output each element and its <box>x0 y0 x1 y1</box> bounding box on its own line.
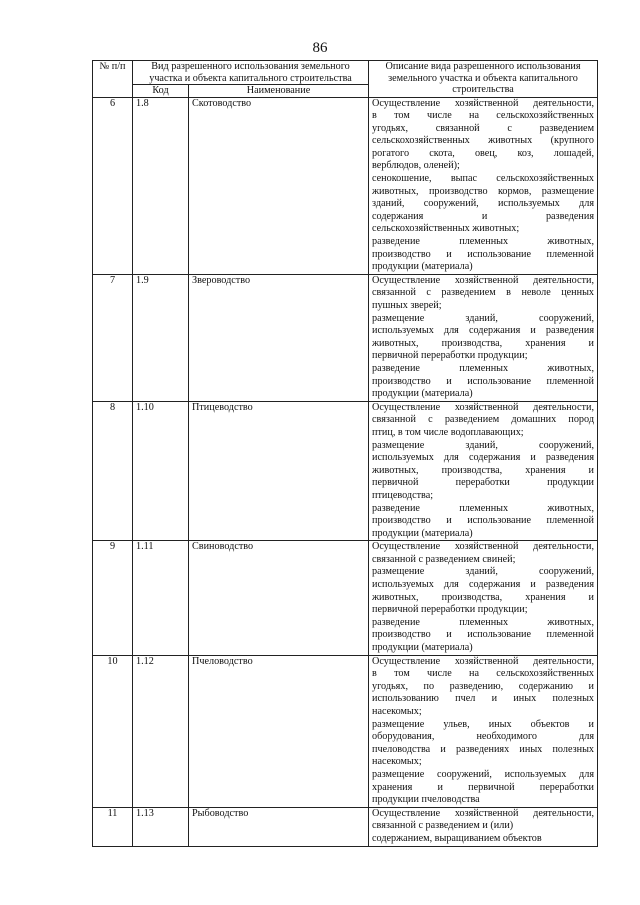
row-name: Птицеводство <box>189 401 369 541</box>
description-line: животных, производства, хранения и <box>372 591 595 603</box>
description-line: размещение зданий, сооружений, <box>372 566 595 578</box>
row-number: 7 <box>93 274 133 401</box>
description-line: продукции (материала) <box>372 261 473 273</box>
description-line: Осуществление хозяйственной деятельности, <box>372 541 595 553</box>
description-line: животных, производство кормов, размещение <box>372 185 595 197</box>
description-line: продукции (материала) <box>372 527 473 539</box>
description-line: производство и использование племенной <box>372 515 595 527</box>
description-line: продукции (материала) <box>372 642 473 654</box>
header-description: Описание вида разрешенного использования земельного участка и объекта капитального строительства <box>369 61 598 98</box>
description-line: размещение зданий, сооружений, <box>372 312 595 324</box>
row-name: Рыбоводство <box>189 807 369 846</box>
description-line: использованию пчел и иных полезных <box>372 693 595 705</box>
description-line: первичной переработки продукции; <box>372 604 528 616</box>
row-code: 1.10 <box>133 401 189 541</box>
description-line: насекомых; <box>372 756 422 768</box>
description-line: размещение зданий, сооружений, <box>372 439 595 451</box>
description-line: используемых для содержания и разведения <box>372 579 595 591</box>
description-line: связанной с разведением в неволе ценных <box>372 287 595 299</box>
description-line: насекомых; <box>372 706 422 717</box>
description-line: рогатого скота, овец, коз, лошадей, <box>372 147 595 159</box>
row-name: Звероводство <box>189 274 369 401</box>
description-line: используемых для содержания и разведения <box>372 452 595 464</box>
description-line: Осуществление хозяйственной деятельности, <box>372 401 595 413</box>
header-number: № п/п <box>93 61 133 98</box>
description-line: оборудования, необходимого для <box>372 731 595 743</box>
description-line: зданий, сооружений, используемых для <box>372 198 595 210</box>
row-number: 8 <box>93 401 133 541</box>
row-name: Скотоводство <box>189 97 369 274</box>
description-line: сельскохозяйственных животных (крупного <box>372 135 595 147</box>
description-line: Осуществление хозяйственной деятельности, <box>372 97 595 109</box>
row-code: 1.11 <box>133 541 189 655</box>
description-line: Осуществление хозяйственной деятельности, <box>372 274 595 286</box>
description-line: животных, производства, хранения и <box>372 337 595 349</box>
header-code: Код <box>133 85 189 98</box>
row-name: Пчеловодство <box>189 655 369 807</box>
description-line: разведение племенных животных, <box>372 502 595 514</box>
row-number: 11 <box>93 807 133 846</box>
description-line: содержания и разведения <box>372 210 595 222</box>
header-use-group: Вид разрешенного использования земельного участка и объекта капитального строительства <box>133 61 369 85</box>
description-line: продукции пчеловодства <box>372 794 480 806</box>
land-use-table <box>92 60 598 847</box>
description-line: размещение сооружений, используемых для <box>372 768 595 780</box>
row-description <box>369 97 598 274</box>
description-line: связанной с разведением свиней; <box>372 553 516 565</box>
row-name: Свиноводство <box>189 541 369 655</box>
description-line: пчеловодства и разведениях иных полезных <box>372 743 595 755</box>
description-line: Осуществление хозяйственной деятельности, <box>372 655 595 667</box>
table-row <box>93 655 598 807</box>
table-row <box>93 274 598 401</box>
row-description <box>369 655 598 807</box>
description-line: размещение ульев, иных объектов и <box>372 718 595 730</box>
description-line: хранения и первичной переработки <box>372 781 595 793</box>
table-row <box>93 541 598 655</box>
description-line: связанной с разведением и (или) <box>372 820 514 832</box>
row-number: 9 <box>93 541 133 655</box>
table-row <box>93 807 598 846</box>
table-row <box>93 97 598 274</box>
table-body <box>93 97 598 846</box>
description-line: угодьях, связанной с разведением <box>372 122 595 134</box>
description-line: Осуществление хозяйственной деятельности, <box>372 807 595 819</box>
header-name: Наименование <box>189 85 369 98</box>
row-code: 1.9 <box>133 274 189 401</box>
description-line: птиц, в том числе водоплавающих; <box>372 426 524 438</box>
description-line: содержанием, выращиванием объектов <box>372 832 542 844</box>
row-number: 6 <box>93 97 133 274</box>
description-line: производство и использование племенной <box>372 629 595 641</box>
table-row <box>93 401 598 541</box>
description-line: продукции (материала) <box>372 388 473 400</box>
row-description <box>369 401 598 541</box>
description-line: верблюдов, оленей); <box>372 160 460 172</box>
description-line: птицеводства; <box>372 489 434 501</box>
description-line: пушных зверей; <box>372 300 442 311</box>
row-code: 1.8 <box>133 97 189 274</box>
description-line: разведение племенных животных, <box>372 616 595 628</box>
description-line: первичной переработки продукции <box>372 477 595 489</box>
row-number: 10 <box>93 655 133 807</box>
description-line: разведение племенных животных, <box>372 236 595 248</box>
description-line: связанной с разведением домашних пород <box>372 414 595 426</box>
description-line: первичной переработки продукции; <box>372 350 528 362</box>
row-description <box>369 274 598 401</box>
header-row-top <box>93 61 598 85</box>
description-line: сельскохозяйственных животных; <box>372 223 520 235</box>
description-line: угодьях, по разведению, содержанию и <box>372 680 595 692</box>
description-line: производство и использование племенной <box>372 248 595 260</box>
page-number: 86 <box>312 40 328 56</box>
description-line: используемых для содержания и разведения <box>372 325 595 337</box>
description-line: в том числе на сельскохозяйственных <box>372 668 595 680</box>
row-code: 1.12 <box>133 655 189 807</box>
description-line: разведение племенных животных, <box>372 362 595 374</box>
description-line: животных, производства, хранения и <box>372 464 595 476</box>
row-description <box>369 807 598 846</box>
description-line: в том числе на сельскохозяйственных <box>372 110 595 122</box>
row-description <box>369 541 598 655</box>
description-line: производство и использование племенной <box>372 375 595 387</box>
row-code: 1.13 <box>133 807 189 846</box>
description-line: сенокошение, выпас сельскохозяйственных <box>372 173 595 185</box>
